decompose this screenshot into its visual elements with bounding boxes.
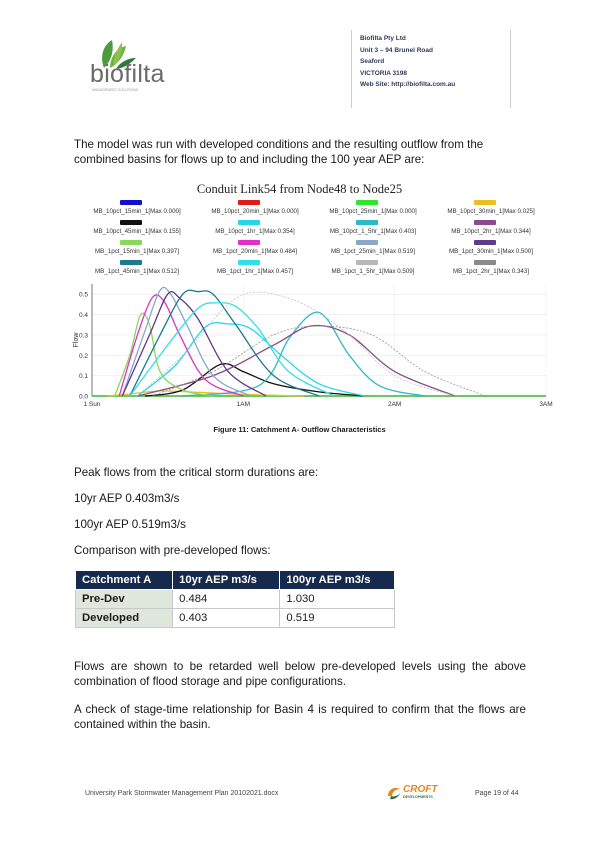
- legend-swatch: [120, 220, 142, 225]
- croft-swirl-icon: [385, 784, 403, 802]
- table-row: [76, 609, 395, 628]
- chart-legend: [78, 200, 550, 282]
- biofilta-wordmark: biofilta: [90, 60, 165, 88]
- chart-title: Conduit Link54 from Node48 to Node25: [196, 182, 403, 196]
- series-line: [153, 326, 486, 396]
- legend-item: [196, 220, 314, 240]
- biofilta-logo: [88, 38, 198, 94]
- legend-label: MB_1pct_2hr_1[Max 0.343]: [452, 268, 529, 275]
- series-line: [137, 325, 455, 396]
- address-line: Seaford: [360, 58, 385, 66]
- legend-label: MB_10pct_25min_1[Max 0.000]: [329, 208, 417, 215]
- series-line: [183, 312, 425, 396]
- flow-comparison-table: [75, 570, 395, 628]
- table-header-cell: Catchment A: [76, 571, 173, 590]
- legend-item: [432, 220, 550, 240]
- legend-swatch: [356, 260, 378, 265]
- x-tick-label: 2AM: [387, 401, 402, 408]
- footer-page-number: Page 19 of 44: [475, 790, 519, 797]
- legend-swatch: [356, 220, 378, 225]
- legend-label: MB_1pct_15min_1[Max 0.397]: [95, 248, 179, 255]
- legend-swatch: [238, 200, 260, 205]
- legend-label: MB_10pct_1hr_1[Max 0.354]: [215, 228, 295, 235]
- legend-swatch: [356, 240, 378, 245]
- table-header-row: [76, 571, 395, 590]
- table-cell: 1.030: [280, 590, 395, 609]
- legend-label: MB_10pct_2hr_1[Max 0.344]: [451, 228, 531, 235]
- x-tick-label: 3AM: [539, 401, 553, 408]
- x-tick-label: 1 Sun: [83, 401, 101, 408]
- croft-tagline: DEVELOPMENTS: [403, 795, 433, 799]
- address-line: Web Site: http://biofilta.com.au: [360, 81, 456, 89]
- croft-wordmark: CROFT: [403, 784, 438, 795]
- legend-label: MB_10pct_1_5hr_1[Max 0.403]: [329, 228, 417, 235]
- legend-label: MB_1pct_45min_1[Max 0.512]: [95, 268, 179, 275]
- table-header-cell: 100yr AEP m3/s: [280, 571, 395, 590]
- legend-label: MB_10pct_30min_1[Max 0.025]: [447, 208, 535, 215]
- legend-label: MB_1pct_1_5hr_1[Max 0.509]: [331, 268, 415, 275]
- legend-swatch: [474, 220, 496, 225]
- y-tick-label: 0.3: [78, 332, 88, 340]
- legend-label: MB_10pct_15min_1[Max 0.000]: [93, 208, 181, 215]
- table-row: [76, 590, 395, 609]
- series-line: [145, 364, 364, 396]
- address-line: VICTORIA 3198: [360, 69, 407, 77]
- legend-item: [196, 260, 314, 280]
- y-tick-label: 0.0: [78, 393, 88, 401]
- table-cell: 0.519: [280, 609, 395, 628]
- table-row-header: Pre-Dev: [76, 590, 173, 609]
- legend-label: MB_1pct_1hr_1[Max 0.457]: [216, 268, 293, 275]
- legend-swatch: [238, 220, 260, 225]
- legend-item: [314, 260, 432, 280]
- legend-label: MB_1pct_20min_1[Max 0.484]: [213, 248, 297, 255]
- address-line: Unit 3 – 94 Brunel Road: [360, 46, 433, 54]
- address-line: Biofilta Pty Ltd: [360, 35, 406, 42]
- series-line: [122, 292, 266, 396]
- conclusion-paragraph-1: Flows are shown to be retarded well below pre-developed levels using the above combination of flood storage and pipe configurations.: [74, 660, 526, 689]
- legend-item: [314, 200, 432, 220]
- legend-item: [314, 240, 432, 260]
- legend-label: MB_10pct_20min_1[Max 0.000]: [211, 208, 299, 215]
- peak-100yr: 100yr AEP 0.519m3/s: [74, 518, 186, 531]
- peak-intro: Peak flows from the critical storm durations are:: [74, 466, 319, 479]
- legend-item: [78, 260, 196, 280]
- legend-swatch: [120, 260, 142, 265]
- series-line: [137, 323, 364, 396]
- intro-paragraph: The model was run with developed conditions and the resulting outflow from the combined basins for flows up to and including the 100 year AEP are:: [74, 138, 484, 167]
- footer-document-name: University Park Stormwater Management Plan 20102021.docx: [85, 790, 279, 797]
- y-axis-label: Flow: [73, 332, 80, 348]
- comparison-intro: Comparison with pre-developed flows:: [74, 544, 271, 557]
- legend-item: [78, 220, 196, 240]
- legend-item: [432, 260, 550, 280]
- y-tick-label: 0.5: [78, 291, 88, 299]
- croft-logo: [385, 784, 447, 804]
- outflow-chart: [70, 280, 560, 418]
- legend-label: MB_10pct_45min_1[Max 0.155]: [93, 228, 181, 235]
- legend-swatch: [474, 200, 496, 205]
- y-tick-label: 0.4: [78, 312, 88, 320]
- legend-item: [432, 240, 550, 260]
- legend-swatch: [474, 240, 496, 245]
- legend-swatch: [120, 240, 142, 245]
- legend-swatch: [120, 200, 142, 205]
- figure-caption: Figure 11: Catchment A- Outflow Characteristics: [213, 425, 386, 434]
- y-tick-label: 0.1: [78, 373, 88, 381]
- table-cell: 0.403: [173, 609, 280, 628]
- company-address: [360, 33, 455, 91]
- table-header-cell: 10yr AEP m3/s: [173, 571, 280, 590]
- peak-10yr: 10yr AEP 0.403m3/s: [74, 492, 180, 505]
- legend-item: [78, 240, 196, 260]
- legend-item: [196, 200, 314, 220]
- legend-swatch: [474, 260, 496, 265]
- legend-swatch: [238, 260, 260, 265]
- legend-item: [314, 220, 432, 240]
- legend-item: [78, 200, 196, 220]
- series-line: [130, 303, 334, 396]
- table-cell: 0.484: [173, 590, 280, 609]
- address-divider-right: [510, 30, 511, 108]
- legend-swatch: [238, 240, 260, 245]
- legend-swatch: [356, 200, 378, 205]
- y-tick-label: 0.2: [78, 352, 88, 360]
- legend-label: MB_1pct_30min_1[Max 0.500]: [449, 248, 533, 255]
- address-divider-left: [351, 30, 352, 108]
- table-row-header: Developed: [76, 609, 173, 628]
- legend-item: [196, 240, 314, 260]
- x-tick-label: 1AM: [236, 401, 251, 408]
- series-line: [115, 313, 213, 396]
- legend-item: [432, 200, 550, 220]
- conclusion-paragraph-2: A check of stage-time relationship for Basin 4 is required to confirm that the flows are contained within the basin.: [74, 703, 526, 732]
- legend-label: MB_1pct_25min_1[Max 0.519]: [331, 248, 415, 255]
- biofilta-tagline: MANAGEMENT SOLUTIONS: [92, 88, 139, 92]
